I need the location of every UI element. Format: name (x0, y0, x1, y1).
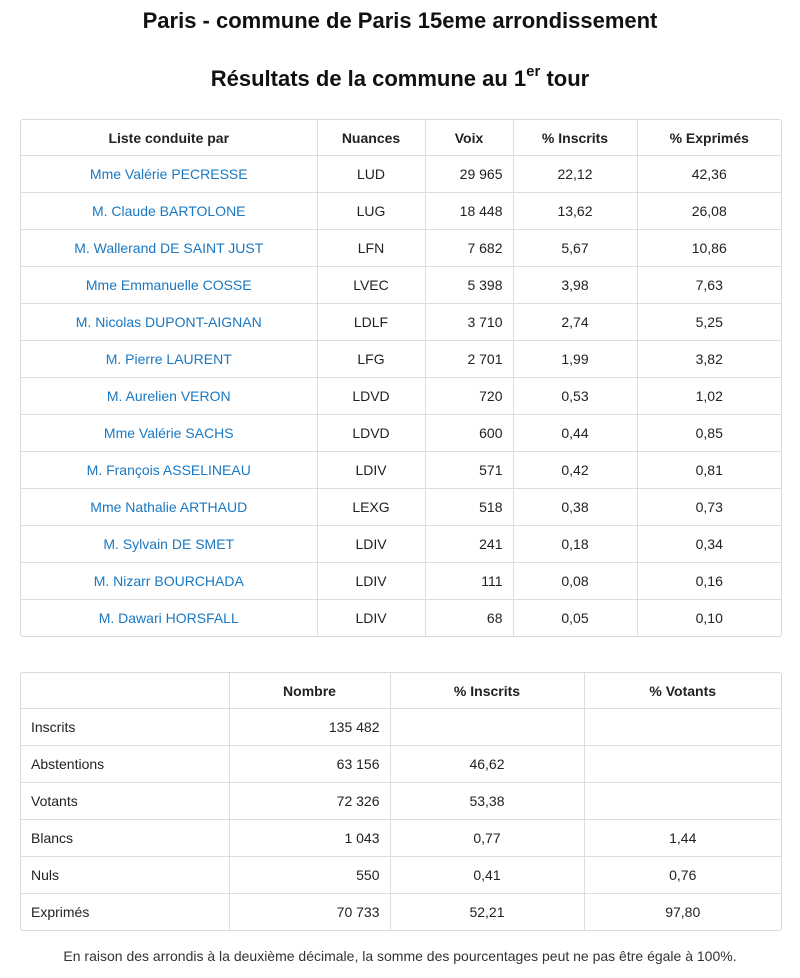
summary-label-cell: Abstentions (21, 746, 229, 783)
nombre-cell: 70 733 (229, 894, 390, 931)
candidate-cell (21, 526, 317, 563)
results-row (21, 267, 781, 304)
pct-inscrits-cell: 0,44 (513, 415, 637, 452)
pct-exprimes-cell: 0,85 (637, 415, 781, 452)
pct-exprimes-cell: 0,16 (637, 563, 781, 600)
results-row (21, 193, 781, 230)
nuance-cell: LFN (317, 230, 425, 267)
results-row (21, 156, 781, 193)
pct-votants-cell (584, 709, 781, 746)
summary-row (21, 820, 781, 857)
voix-cell: 241 (425, 526, 513, 563)
subtitle-superscript: er (526, 62, 541, 80)
nuance-cell: LDIV (317, 563, 425, 600)
pct-inscrits-cell: 5,67 (513, 230, 637, 267)
nuance-cell: LUD (317, 156, 425, 193)
nombre-cell: 1 043 (229, 820, 390, 857)
pct-inscrits-cell: 46,62 (390, 746, 584, 783)
voix-cell: 571 (425, 452, 513, 489)
pct-votants-cell: 1,44 (584, 820, 781, 857)
candidate-link[interactable]: M. Aurelien VERON (106, 388, 231, 404)
candidate-link[interactable]: M. Nicolas DUPONT-AIGNAN (75, 314, 262, 330)
pct-exprimes-cell: 0,10 (637, 600, 781, 637)
header-nombre: Nombre (229, 673, 390, 709)
voix-cell: 5 398 (425, 267, 513, 304)
candidate-link[interactable]: M. Claude BARTOLONE (91, 203, 246, 219)
header-pct-inscrits: % Inscrits (390, 673, 584, 709)
nuance-cell: LDVD (317, 378, 425, 415)
header-pct-votants: % Votants (584, 673, 781, 709)
nombre-cell: 135 482 (229, 709, 390, 746)
pct-exprimes-cell: 10,86 (637, 230, 781, 267)
nuance-cell: LDIV (317, 526, 425, 563)
results-row (21, 230, 781, 267)
candidate-cell (21, 267, 317, 304)
pct-exprimes-cell: 3,82 (637, 341, 781, 378)
summary-row (21, 746, 781, 783)
summary-label-cell: Votants (21, 783, 229, 820)
candidate-cell (21, 563, 317, 600)
pct-exprimes-cell: 0,73 (637, 489, 781, 526)
candidate-link[interactable]: Mme Valérie SACHS (103, 425, 234, 441)
nombre-cell: 63 156 (229, 746, 390, 783)
voix-cell: 600 (425, 415, 513, 452)
results-row (21, 563, 781, 600)
pct-inscrits-cell: 2,74 (513, 304, 637, 341)
summary-row (21, 709, 781, 746)
summary-label-cell: Inscrits (21, 709, 229, 746)
candidate-link[interactable]: M. Sylvain DE SMET (103, 536, 235, 552)
pct-inscrits-cell: 13,62 (513, 193, 637, 230)
candidate-cell (21, 230, 317, 267)
results-row (21, 452, 781, 489)
pct-inscrits-cell: 0,41 (390, 857, 584, 894)
candidate-link[interactable]: M. Wallerand DE SAINT JUST (74, 240, 264, 256)
results-row (21, 489, 781, 526)
summary-label-cell: Blancs (21, 820, 229, 857)
voix-cell: 2 701 (425, 341, 513, 378)
header-empty (21, 673, 229, 709)
subtitle-text: Résultats de la commune au 1 (210, 66, 527, 91)
voix-cell: 3 710 (425, 304, 513, 341)
pct-inscrits-cell: 0,53 (513, 378, 637, 415)
header-nuances: Nuances (317, 120, 425, 156)
page-title: Paris - commune de Paris 15eme arrondissement (142, 8, 658, 33)
summary-row (21, 894, 781, 931)
summary-label-cell: Exprimés (21, 894, 229, 931)
pct-exprimes-cell: 5,25 (637, 304, 781, 341)
results-row (21, 600, 781, 637)
nombre-cell: 550 (229, 857, 390, 894)
voix-cell: 720 (425, 378, 513, 415)
results-row (21, 304, 781, 341)
candidate-cell (21, 452, 317, 489)
header-liste: Liste conduite par (108, 129, 230, 146)
summary-label-cell: Nuls (21, 857, 229, 894)
candidate-cell (21, 600, 317, 637)
voix-cell: 111 (425, 563, 513, 600)
footnote: En raison des arrondis à la deuxième décimale, la somme des pourcentages peut ne pas être égale à 100%. (63, 948, 737, 964)
nuance-cell: LEXG (317, 489, 425, 526)
page-subtitle (0, 63, 800, 95)
candidate-cell (21, 156, 317, 193)
pct-votants-cell: 97,80 (584, 894, 781, 931)
subtitle-suffix: tour (540, 66, 590, 91)
summary-row (21, 857, 781, 894)
pct-exprimes-cell: 42,36 (637, 156, 781, 193)
voix-cell: 18 448 (425, 193, 513, 230)
pct-exprimes-cell: 0,81 (637, 452, 781, 489)
candidate-cell (21, 489, 317, 526)
pct-exprimes-cell: 0,34 (637, 526, 781, 563)
header-pct-inscrits: % Inscrits (513, 120, 637, 156)
candidate-link[interactable]: Mme Emmanuelle COSSE (85, 277, 252, 293)
nuance-cell: LUG (317, 193, 425, 230)
summary-body (21, 709, 781, 931)
candidate-link[interactable]: M. Pierre LAURENT (105, 351, 232, 367)
pct-inscrits-cell: 52,21 (390, 894, 584, 931)
candidate-link[interactable]: M. Dawari HORSFALL (98, 610, 239, 626)
header-voix: Voix (425, 120, 513, 156)
pct-votants-cell: 0,76 (584, 857, 781, 894)
candidate-cell (21, 341, 317, 378)
candidate-link[interactable]: M. Nizarr BOURCHADA (93, 573, 244, 589)
pct-inscrits-cell: 0,38 (513, 489, 637, 526)
pct-exprimes-cell: 7,63 (637, 267, 781, 304)
header-pct-exprimes: % Exprimés (637, 120, 781, 156)
pct-inscrits-cell: 3,98 (513, 267, 637, 304)
nombre-cell: 72 326 (229, 783, 390, 820)
nuance-cell: LFG (317, 341, 425, 378)
pct-inscrits-cell (390, 709, 584, 746)
nuance-cell: LDLF (317, 304, 425, 341)
candidate-cell (21, 415, 317, 452)
summary-table-container (20, 672, 782, 931)
results-row (21, 526, 781, 563)
pct-inscrits-cell: 1,99 (513, 341, 637, 378)
candidate-cell (21, 304, 317, 341)
candidate-link[interactable]: M. François ASSELINEAU (86, 462, 251, 478)
summary-table (21, 673, 781, 930)
pct-inscrits-cell: 0,77 (390, 820, 584, 857)
pct-votants-cell (584, 783, 781, 820)
results-header-row (21, 120, 781, 156)
results-table (21, 120, 781, 636)
results-body (21, 156, 781, 637)
nuance-cell: LVEC (317, 267, 425, 304)
nuance-cell: LDVD (317, 415, 425, 452)
nuance-cell: LDIV (317, 600, 425, 637)
pct-inscrits-cell: 0,42 (513, 452, 637, 489)
results-row (21, 341, 781, 378)
voix-cell: 7 682 (425, 230, 513, 267)
pct-inscrits-cell: 22,12 (513, 156, 637, 193)
results-row (21, 378, 781, 415)
candidate-cell (21, 193, 317, 230)
pct-inscrits-cell: 53,38 (390, 783, 584, 820)
voix-cell: 68 (425, 600, 513, 637)
pct-inscrits-cell: 0,18 (513, 526, 637, 563)
pct-votants-cell (584, 746, 781, 783)
voix-cell: 29 965 (425, 156, 513, 193)
pct-exprimes-cell: 26,08 (637, 193, 781, 230)
pct-inscrits-cell: 0,05 (513, 600, 637, 637)
pct-inscrits-cell: 0,08 (513, 563, 637, 600)
candidate-link[interactable]: Mme Valérie PECRESSE (89, 166, 248, 182)
results-row (21, 415, 781, 452)
pct-exprimes-cell: 1,02 (637, 378, 781, 415)
candidate-link[interactable]: Mme Nathalie ARTHAUD (90, 499, 248, 515)
candidate-cell (21, 378, 317, 415)
summary-row (21, 783, 781, 820)
summary-header-row (21, 673, 781, 709)
nuance-cell: LDIV (317, 452, 425, 489)
voix-cell: 518 (425, 489, 513, 526)
results-table-container (20, 119, 782, 637)
